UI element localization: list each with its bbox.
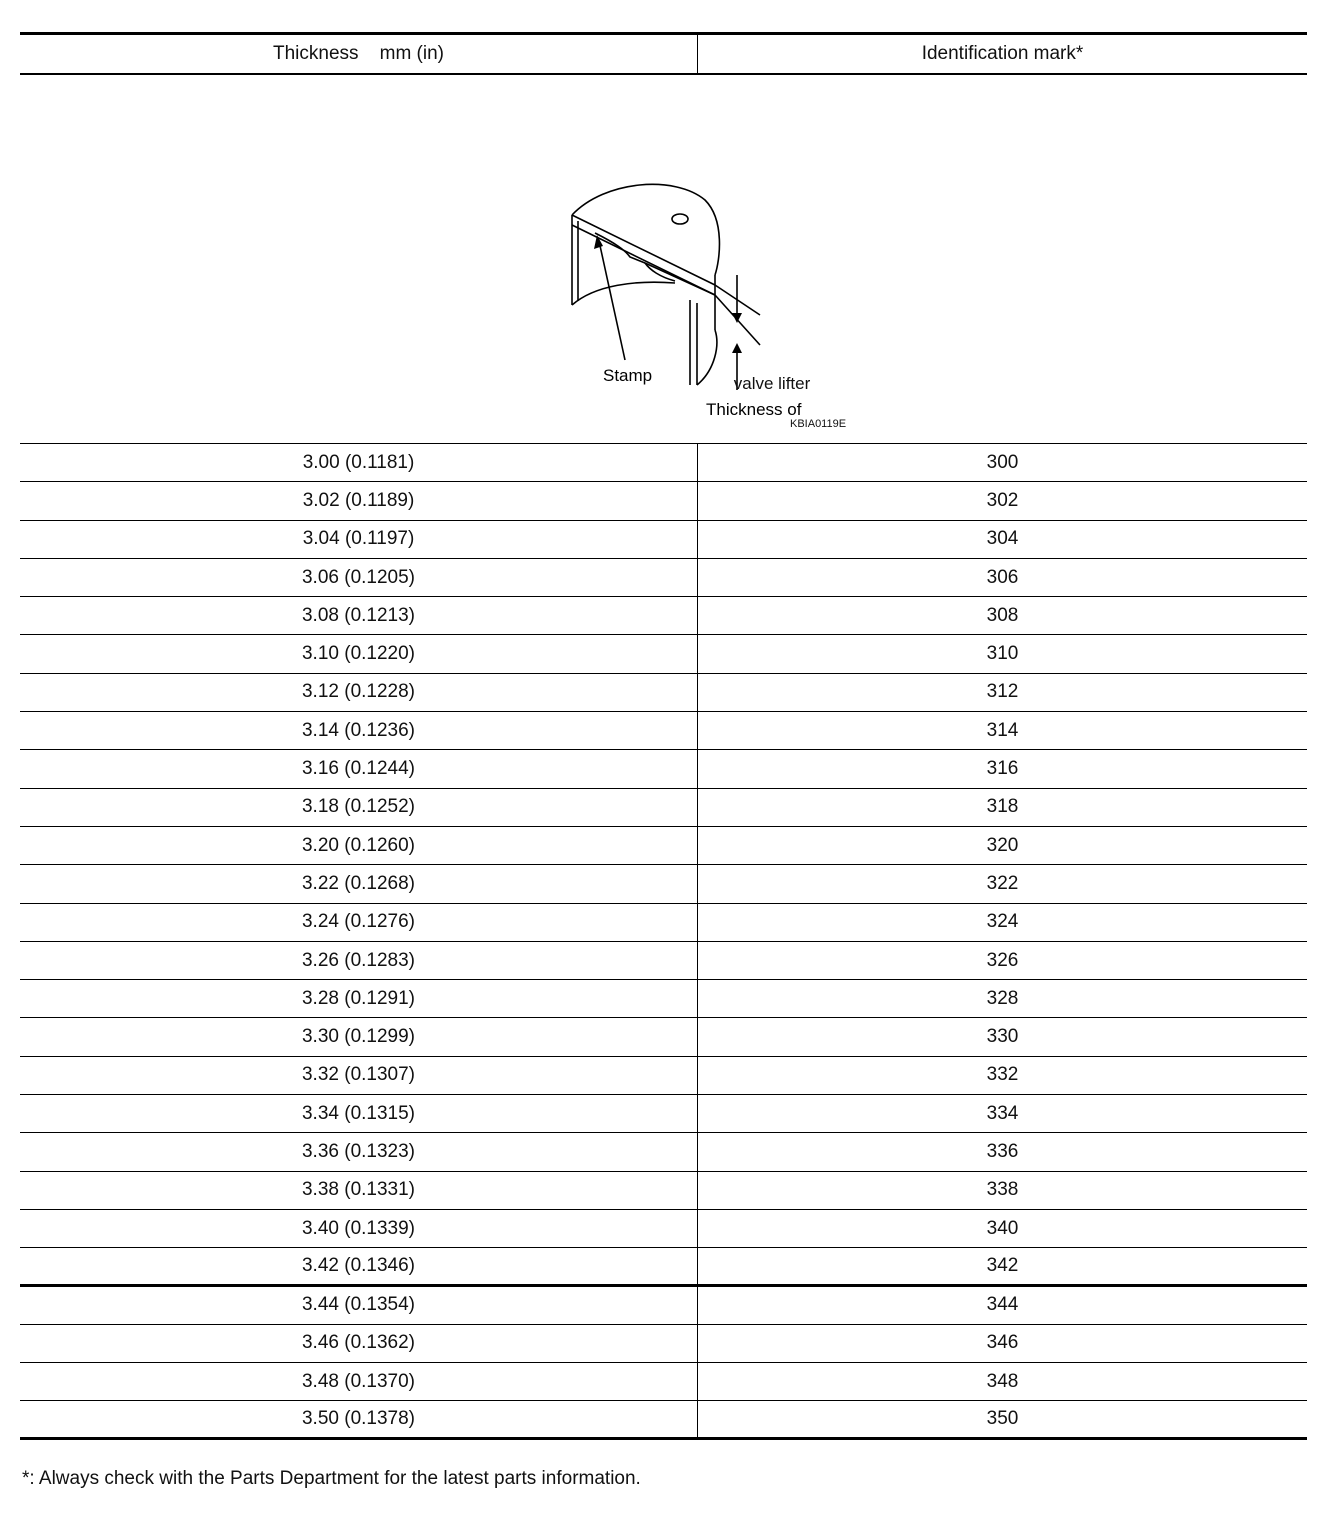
- thickness-cell: 3.26 (0.1283): [20, 942, 698, 979]
- table-row: [20, 865, 1307, 903]
- thickness-cell: 3.18 (0.1252): [20, 789, 698, 826]
- table-row: [20, 980, 1307, 1018]
- thickness-cell: 3.28 (0.1291): [20, 980, 698, 1017]
- table-row: [20, 559, 1307, 597]
- identification-mark-cell: 300: [986, 451, 1019, 473]
- thickness-cell: 3.34 (0.1315): [20, 1095, 698, 1132]
- header-identification-mark: Identification mark*: [921, 43, 1084, 64]
- identification-mark-cell: 314: [986, 719, 1019, 741]
- identification-mark-cell: 316: [986, 758, 1019, 780]
- thickness-cell: 3.36 (0.1323): [20, 1133, 698, 1170]
- identification-mark-cell: 348: [986, 1370, 1019, 1392]
- thickness-cell: 3.16 (0.1244): [20, 750, 698, 787]
- valve-lifter-figure: [20, 75, 1307, 444]
- valve-lifter-illustration: [565, 145, 802, 419]
- thickness-cell: 3.02 (0.1189): [20, 482, 698, 519]
- identification-mark-cell: 336: [986, 1140, 1019, 1162]
- table-row: [20, 1018, 1307, 1056]
- table-row: [20, 1325, 1307, 1363]
- identification-mark-cell: 312: [986, 681, 1019, 703]
- identification-mark-cell: 338: [986, 1179, 1019, 1201]
- table-row: [20, 521, 1307, 559]
- table-row: [20, 827, 1307, 865]
- identification-mark-cell: 342: [986, 1254, 1019, 1276]
- footnote: *: Always check with the Parts Department for the latest parts information.: [22, 1468, 641, 1489]
- thickness-cell: 3.40 (0.1339): [20, 1210, 698, 1247]
- thickness-cell: 3.20 (0.1260): [20, 827, 698, 864]
- thickness-cell: 3.50 (0.1378): [20, 1401, 698, 1436]
- table-body: [20, 444, 1307, 1440]
- thickness-cell: 3.48 (0.1370): [20, 1363, 698, 1400]
- table-row: [20, 712, 1307, 750]
- table-row: [20, 1172, 1307, 1210]
- thickness-cell: 3.42 (0.1346): [20, 1248, 698, 1283]
- thickness-cell: 3.12 (0.1228): [20, 674, 698, 711]
- identification-mark-cell: 350: [986, 1408, 1019, 1430]
- identification-mark-cell: 308: [986, 604, 1019, 626]
- identification-mark-cell: 326: [986, 949, 1019, 971]
- thickness-cell: 3.46 (0.1362): [20, 1325, 698, 1362]
- stamp-label: Stamp: [603, 366, 653, 385]
- thickness-cell: 3.30 (0.1299): [20, 1018, 698, 1055]
- table-row: [20, 482, 1307, 520]
- table-row: [20, 1287, 1307, 1325]
- table-row: [20, 1401, 1307, 1439]
- thickness-cell: 3.22 (0.1268): [20, 865, 698, 902]
- identification-mark-cell: 334: [986, 1102, 1019, 1124]
- thickness-label: [697, 375, 847, 393]
- table-row: [20, 750, 1307, 788]
- thickness-label-1: Thickness of: [706, 400, 802, 419]
- identification-mark-cell: 328: [986, 987, 1019, 1009]
- thickness-cell: 3.24 (0.1276): [20, 904, 698, 941]
- figure-code: KBIA0119E: [790, 418, 847, 430]
- table-row: [20, 1095, 1307, 1133]
- identification-mark-cell: 322: [986, 872, 1019, 894]
- table-row: [20, 1057, 1307, 1095]
- table-header: [20, 32, 1307, 75]
- table-row: [20, 597, 1307, 635]
- table-row: [20, 1133, 1307, 1171]
- table-row: [20, 635, 1307, 673]
- table-row: [20, 942, 1307, 980]
- table-row: [20, 1363, 1307, 1401]
- table-row: [20, 904, 1307, 942]
- identification-mark-cell: 310: [986, 643, 1019, 665]
- identification-mark-cell: 302: [986, 489, 1019, 511]
- thickness-cell: 3.14 (0.1236): [20, 712, 698, 749]
- identification-mark-cell: 346: [986, 1332, 1019, 1354]
- identification-mark-cell: 332: [986, 1064, 1019, 1086]
- table-row: [20, 1210, 1307, 1248]
- identification-mark-cell: 306: [986, 566, 1019, 588]
- thickness-cell: 3.32 (0.1307): [20, 1057, 698, 1094]
- shim-thickness-table: [20, 32, 1307, 1440]
- thickness-cell: 3.00 (0.1181): [20, 444, 698, 481]
- table-row: [20, 674, 1307, 712]
- identification-mark-cell: 324: [986, 911, 1019, 933]
- thickness-cell: 3.10 (0.1220): [20, 635, 698, 672]
- table-row: [20, 1248, 1307, 1286]
- thickness-cell: 3.44 (0.1354): [20, 1287, 698, 1324]
- identification-mark-cell: 340: [986, 1217, 1019, 1239]
- thickness-cell: 3.06 (0.1205): [20, 559, 698, 596]
- identification-mark-cell: 344: [986, 1294, 1019, 1316]
- thickness-cell: 3.38 (0.1331): [20, 1172, 698, 1209]
- identification-mark-cell: 320: [986, 834, 1019, 856]
- identification-mark-cell: 304: [986, 528, 1019, 550]
- identification-mark-cell: 318: [986, 796, 1019, 818]
- table-row: [20, 789, 1307, 827]
- table-row: [20, 444, 1307, 482]
- header-thickness: Thickness mm (in): [20, 35, 698, 73]
- thickness-cell: 3.08 (0.1213): [20, 597, 698, 634]
- thickness-label-line2: valve lifter: [733, 374, 811, 393]
- identification-mark-cell: 330: [986, 1026, 1019, 1048]
- thickness-cell: 3.04 (0.1197): [20, 521, 698, 558]
